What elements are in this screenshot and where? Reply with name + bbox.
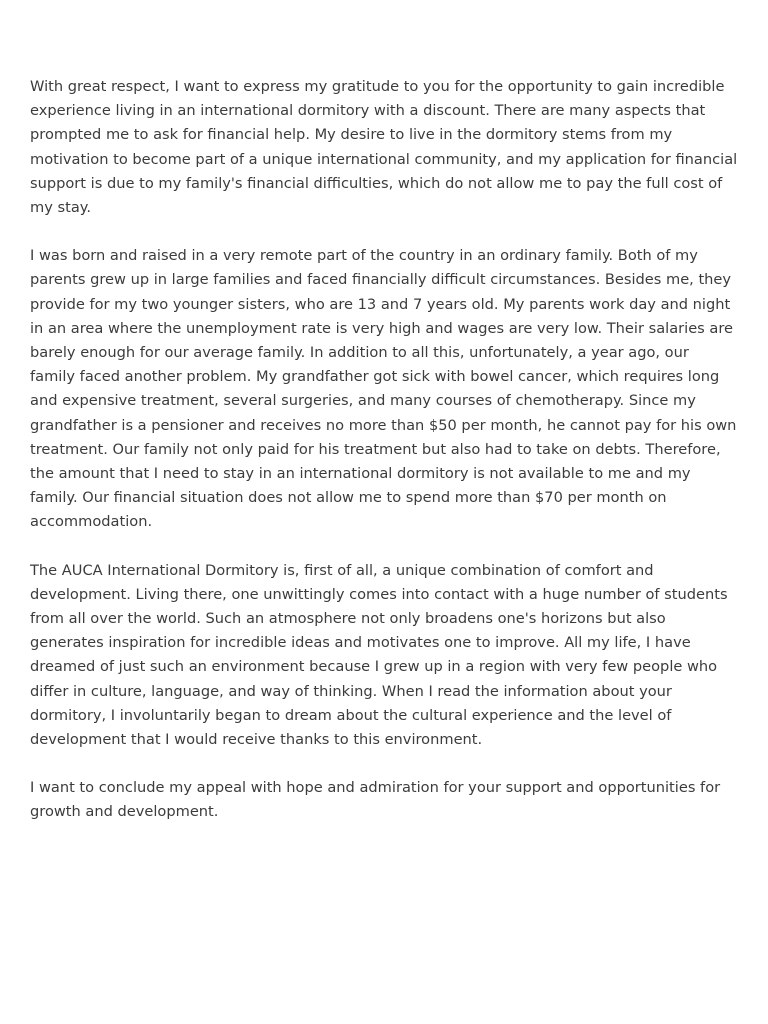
paragraph-conclusion: I want to conclude my appeal with hope and admiration for your support and opportunities for growth and development. <box>30 779 721 821</box>
paragraph-gratitude: With great respect, I want to express my gratitude to you for the opportunity to gain incredible experience living in an international dormitory with a discount. There are many aspects that prompted me to ask for financial help. My desire to live in the dormitory stems from my motivation to become part of a unique international community, and my application for financial support is due to my family's financial difficulties, which do not allow me to pay the full cost of my stay. <box>30 78 738 217</box>
paragraph-dormitory-motivation: The AUCA International Dormitory is, first of all, a unique combination of comfort and development. Living there, one unwittingly comes into contact with a huge number of students from all over the world. Such an atmosphere not only broadens one's horizons but also generates inspiration for incredible ideas and motivates one to improve. All my life, I have dreamed of just such an environment because I grew up in a region with very few people who differ in culture, language, and way of thinking. When I read the information about your dormitory, I involuntarily began to dream about the cultural experience and the level of development that I would receive thanks to this environment. <box>30 561 728 749</box>
paragraph-family-background: I was born and raised in a very remote part of the country in an ordinary family. Both of my parents grew up in large families and faced financially difficult circumstances. Besides me, they provide for my two younger sisters, who are 13 and 7 years old. My parents work day and night in an area where the unemployment rate is very high and wages are very low. Their salaries are barely enough for our average family. In addition to all this, unfortunately, a year ago, our family faced another problem. My grandfather got sick with bowel cancer, which requires long and expensive treatment, several surgeries, and many courses of chemotherapy. Since my grandfather is a pensioner and receives no more than $50 per month, he cannot pay for his own treatment. Our family not only paid for his treatment but also had to take on debts. Therefore, the amount that I need to stay in an international dormitory is not available to me and my family. Our financial situation does not allow me to spend more than $70 per month on accommodation. <box>30 247 737 531</box>
letter-body <box>30 75 738 825</box>
